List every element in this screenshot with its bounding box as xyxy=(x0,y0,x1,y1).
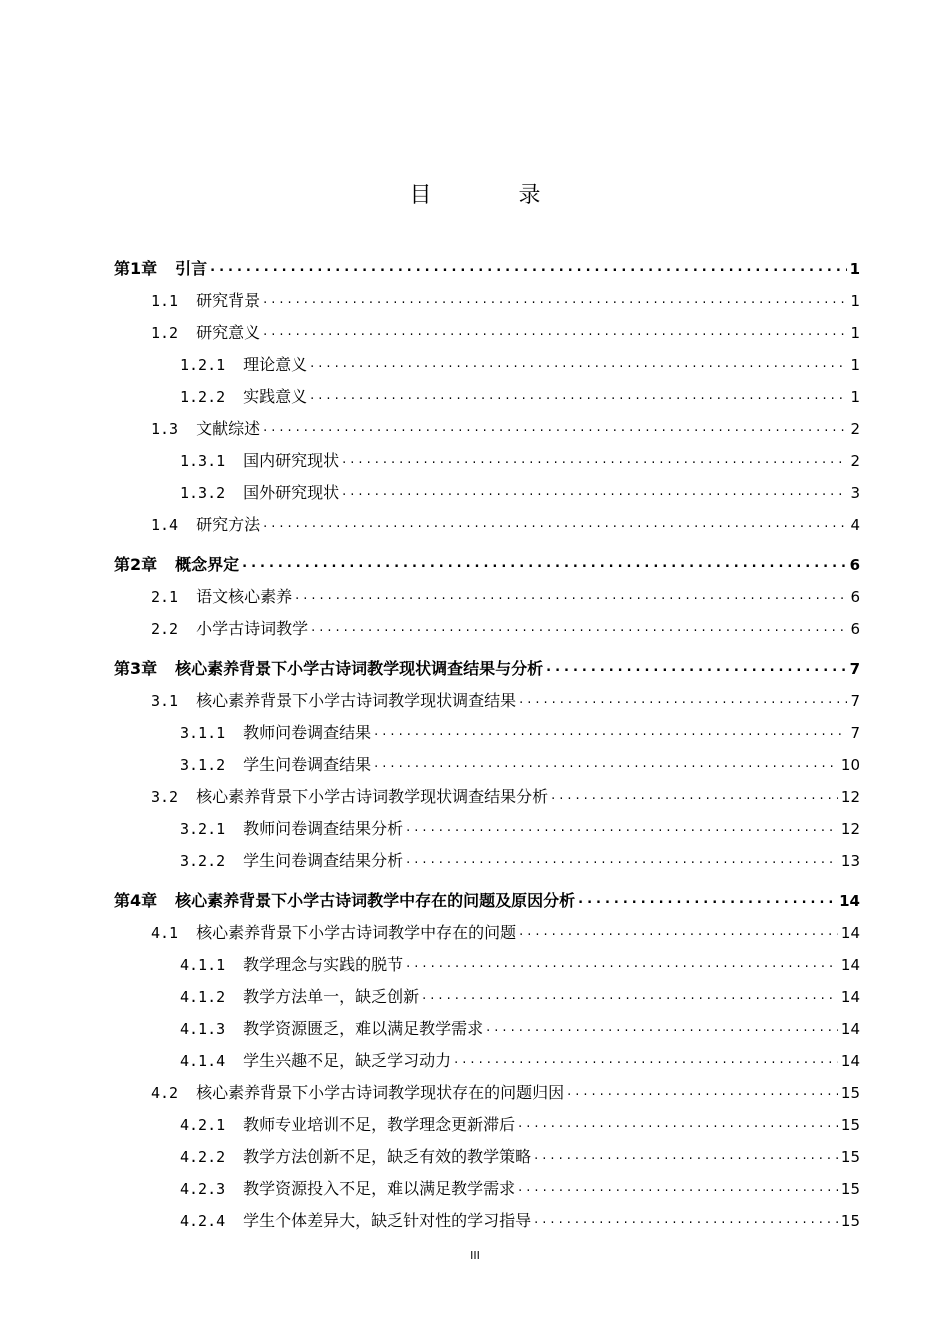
toc-leader-dots xyxy=(374,722,847,742)
toc-entry-label: 核心素养背景下小学古诗词教学中存在的问题 xyxy=(196,923,517,942)
chapter-gap xyxy=(114,535,860,543)
toc-leader-dots xyxy=(546,658,846,678)
toc-entry-label: 学生问卷调查结果分析 xyxy=(243,851,404,870)
toc-entry-number: 4.1.3 xyxy=(180,1020,226,1038)
toc-section-entry[interactable] xyxy=(114,1007,860,1039)
toc-entry-label: 理论意义 xyxy=(243,355,308,374)
toc-chapter-entry[interactable] xyxy=(114,247,860,279)
toc-entry-label: 文献综述 xyxy=(196,419,261,438)
toc-entry-label: 学生问卷调查结果 xyxy=(243,755,372,774)
toc-leader-dots xyxy=(263,290,847,310)
toc-entry-number: 4.1.4 xyxy=(180,1052,226,1070)
toc-entry-number: 第2章 xyxy=(114,555,158,574)
toc-leader-dots xyxy=(486,1018,838,1038)
toc-entry-number: 1.1 xyxy=(151,292,179,310)
toc-entry-label: 研究背景 xyxy=(196,291,261,310)
toc-entry-label: 教学资源匮乏，难以满足教学需求 xyxy=(243,1019,484,1038)
toc-entry-label: 学生兴趣不足，缺乏学习动力 xyxy=(243,1051,452,1070)
toc-entry-page: 14 xyxy=(839,892,860,910)
toc-entry-number: 1.3.2 xyxy=(180,484,226,502)
toc-entry-label: 核心素养背景下小学古诗词教学中存在的问题及原因分析 xyxy=(175,891,576,910)
toc-leader-dots xyxy=(534,1146,838,1166)
toc-leader-dots xyxy=(295,586,847,606)
toc-chapter-entry[interactable] xyxy=(114,647,860,679)
toc-section-entry[interactable] xyxy=(114,607,860,639)
toc-section-entry[interactable] xyxy=(114,1071,860,1103)
toc-entry-page: 1 xyxy=(849,260,860,278)
toc-chapter-entry[interactable] xyxy=(114,543,860,575)
toc-entry-label: 研究方法 xyxy=(196,515,261,534)
toc-leader-dots xyxy=(263,514,847,534)
toc-entry-label: 教师问卷调查结果 xyxy=(243,723,372,742)
toc-entry-label: 概念界定 xyxy=(175,555,240,574)
toc-entry-page: 15 xyxy=(840,1212,860,1230)
toc-entry-number: 4.1.2 xyxy=(180,988,226,1006)
toc-entry-page: 7 xyxy=(849,660,860,678)
toc-section-entry[interactable] xyxy=(114,407,860,439)
chapter-gap xyxy=(114,639,860,647)
toc-entry-page: 14 xyxy=(840,924,860,942)
toc-entry-number: 4.2.3 xyxy=(180,1180,226,1198)
toc-entry-number: 4.2.2 xyxy=(180,1148,226,1166)
toc-leader-dots xyxy=(311,618,847,638)
toc-entry-number: 4.2.4 xyxy=(180,1212,226,1230)
toc-entry-number: 3.2.1 xyxy=(180,820,226,838)
toc-entry-number: 第1章 xyxy=(114,259,158,278)
toc-section-entry[interactable] xyxy=(114,679,860,711)
toc-entry-page: 4 xyxy=(850,516,860,534)
toc-leader-dots xyxy=(551,786,838,806)
toc-entry-page: 12 xyxy=(840,788,860,806)
toc-entry-page: 3 xyxy=(850,484,860,502)
toc-entry-number: 3.2.2 xyxy=(180,852,226,870)
toc-entry-label: 国内研究现状 xyxy=(243,451,340,470)
toc-entry-page: 14 xyxy=(840,1020,860,1038)
toc-entry-number: 第3章 xyxy=(114,659,158,678)
toc-section-entry[interactable] xyxy=(114,807,860,839)
toc-entry-number: 1.2.1 xyxy=(180,356,226,374)
toc-entry-number: 3.1.1 xyxy=(180,724,226,742)
toc-entry-page: 1 xyxy=(850,292,860,310)
page-number-footer: III xyxy=(470,1249,480,1262)
toc-entry-page: 14 xyxy=(840,988,860,1006)
toc-entry-number: 3.1 xyxy=(151,692,179,710)
toc-leader-dots xyxy=(454,1050,838,1070)
toc-entry-page: 14 xyxy=(840,1052,860,1070)
toc-leader-dots xyxy=(310,386,847,406)
toc-leader-dots xyxy=(406,818,838,838)
toc-leader-dots xyxy=(518,1114,838,1134)
toc-leader-dots xyxy=(374,754,838,774)
toc-entry-label: 教学方法单一，缺乏创新 xyxy=(243,987,420,1006)
toc-section-entry[interactable] xyxy=(114,1039,860,1071)
table-of-contents xyxy=(114,247,860,1231)
toc-entry-label: 核心素养背景下小学古诗词教学现状调查结果分析 xyxy=(196,787,549,806)
toc-entry-number: 1.3.1 xyxy=(180,452,226,470)
toc-entry-page: 6 xyxy=(850,620,860,638)
chapter-gap xyxy=(114,871,860,879)
toc-entry-page: 12 xyxy=(840,820,860,838)
toc-leader-dots xyxy=(519,690,847,710)
toc-entry-label: 教师问卷调查结果分析 xyxy=(243,819,404,838)
toc-entry-page: 2 xyxy=(850,452,860,470)
toc-entry-label: 引言 xyxy=(175,259,208,278)
toc-leader-dots xyxy=(422,986,838,1006)
toc-leader-dots xyxy=(263,322,847,342)
toc-entry-number: 3.2 xyxy=(151,788,179,806)
toc-entry-page: 7 xyxy=(850,724,860,742)
toc-leader-dots xyxy=(567,1082,838,1102)
toc-entry-page: 15 xyxy=(840,1180,860,1198)
toc-entry-number: 4.1 xyxy=(151,924,179,942)
toc-section-entry[interactable] xyxy=(114,343,860,375)
toc-entry-label: 语文核心素养 xyxy=(196,587,293,606)
toc-leader-dots xyxy=(519,922,838,942)
toc-section-entry[interactable] xyxy=(114,743,860,775)
toc-section-entry[interactable] xyxy=(114,1103,860,1135)
toc-leader-dots xyxy=(406,954,838,974)
toc-entry-number: 2.2 xyxy=(151,620,179,638)
toc-section-entry[interactable] xyxy=(114,503,860,535)
page-title: 目 录 xyxy=(409,183,581,208)
toc-leader-dots xyxy=(518,1178,838,1198)
toc-entry-label: 教学资源投入不足，难以满足教学需求 xyxy=(243,1179,516,1198)
toc-entry-label: 实践意义 xyxy=(243,387,308,406)
toc-entry-label: 核心素养背景下小学古诗词教学现状调查结果与分析 xyxy=(175,659,544,678)
toc-entry-number: 第4章 xyxy=(114,891,158,910)
toc-leader-dots xyxy=(263,418,847,438)
toc-entry-number: 4.2 xyxy=(151,1084,179,1102)
toc-section-entry[interactable] xyxy=(114,471,860,503)
toc-entry-label: 核心素养背景下小学古诗词教学现状调查结果 xyxy=(196,691,517,710)
toc-entry-page: 14 xyxy=(840,956,860,974)
toc-section-entry[interactable] xyxy=(114,375,860,407)
toc-section-entry[interactable] xyxy=(114,775,860,807)
toc-section-entry[interactable] xyxy=(114,943,860,975)
toc-entry-label: 国外研究现状 xyxy=(243,483,340,502)
toc-section-entry[interactable] xyxy=(114,1135,860,1167)
toc-entry-label: 小学古诗词教学 xyxy=(196,619,309,638)
toc-section-entry[interactable] xyxy=(114,575,860,607)
toc-entry-number: 1.2 xyxy=(151,324,179,342)
toc-section-entry[interactable] xyxy=(114,1199,860,1231)
toc-entry-label: 学生个体差异大，缺乏针对性的学习指导 xyxy=(243,1211,532,1230)
toc-entry-page: 1 xyxy=(850,324,860,342)
toc-entry-page: 15 xyxy=(840,1148,860,1166)
toc-section-entry[interactable] xyxy=(114,439,860,471)
toc-entry-number: 1.4 xyxy=(151,516,179,534)
toc-entry-page: 7 xyxy=(850,692,860,710)
toc-section-entry[interactable] xyxy=(114,1167,860,1199)
toc-entry-page: 1 xyxy=(850,356,860,374)
toc-section-entry[interactable] xyxy=(114,711,860,743)
toc-entry-page: 2 xyxy=(850,420,860,438)
toc-entry-page: 13 xyxy=(840,852,860,870)
toc-chapter-entry[interactable] xyxy=(114,879,860,911)
toc-leader-dots xyxy=(578,890,836,910)
toc-leader-dots xyxy=(534,1210,838,1230)
toc-leader-dots xyxy=(210,258,846,278)
toc-section-entry[interactable] xyxy=(114,911,860,943)
toc-entry-number: 4.2.1 xyxy=(180,1116,226,1134)
toc-leader-dots xyxy=(242,554,846,574)
toc-section-entry[interactable] xyxy=(114,279,860,311)
toc-section-entry[interactable] xyxy=(114,311,860,343)
toc-entry-page: 15 xyxy=(840,1084,860,1102)
toc-entry-label: 核心素养背景下小学古诗词教学现状存在的问题归因 xyxy=(196,1083,565,1102)
toc-entry-number: 1.2.2 xyxy=(180,388,226,406)
toc-entry-label: 教学理念与实践的脱节 xyxy=(243,955,404,974)
toc-entry-page: 10 xyxy=(840,756,860,774)
toc-entry-label: 教学方法创新不足，缺乏有效的教学策略 xyxy=(243,1147,532,1166)
toc-leader-dots xyxy=(342,482,847,502)
toc-entry-label: 研究意义 xyxy=(196,323,261,342)
toc-entry-number: 3.1.2 xyxy=(180,756,226,774)
toc-entry-page: 6 xyxy=(849,556,860,574)
toc-entry-number: 2.1 xyxy=(151,588,179,606)
toc-entry-number: 4.1.1 xyxy=(180,956,226,974)
toc-entry-page: 1 xyxy=(850,388,860,406)
toc-leader-dots xyxy=(310,354,847,374)
toc-section-entry[interactable] xyxy=(114,839,860,871)
toc-leader-dots xyxy=(406,850,838,870)
toc-entry-number: 1.3 xyxy=(151,420,179,438)
toc-entry-label: 教师专业培训不足，教学理念更新滞后 xyxy=(243,1115,516,1134)
toc-entry-page: 15 xyxy=(840,1116,860,1134)
toc-leader-dots xyxy=(342,450,847,470)
toc-section-entry[interactable] xyxy=(114,975,860,1007)
toc-entry-page: 6 xyxy=(850,588,860,606)
